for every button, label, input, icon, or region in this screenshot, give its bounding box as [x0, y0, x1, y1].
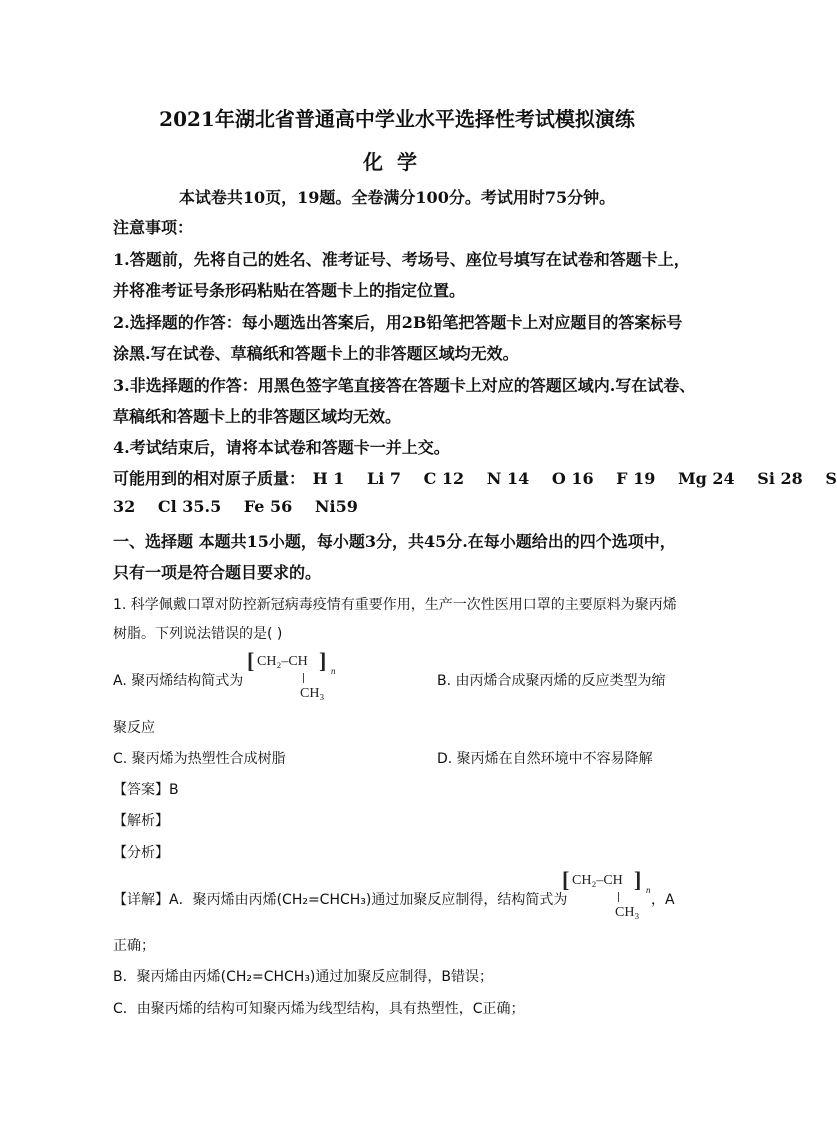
breakdown-label: 【分析】 — [113, 845, 169, 861]
formula-branch: CH₃ — [615, 905, 640, 920]
formula-subscript: n — [646, 885, 651, 895]
formula-bond-line — [618, 892, 619, 902]
note-1-line-2: 并将准考证号条形码粘贴在答题卡上的指定位置。 — [113, 281, 466, 300]
formula-bracket-left: [ — [247, 648, 255, 673]
option-c: C. 聚丙烯为热塑性合成树脂 — [113, 751, 286, 767]
analysis-label: 【解析】 — [113, 813, 169, 829]
detail-a-tail: ，A — [651, 892, 675, 908]
note-1-line-1: 1.答题前，先将自己的姓名、准考证号、考场号、座位号填写在试卷和答题卡上， — [113, 250, 690, 269]
option-b-line-1: B. 由丙烯合成聚丙烯的反应类型为缩 — [437, 673, 666, 689]
option-b-line-2: 聚反应 — [113, 720, 155, 736]
formula-bracket-left: [ — [562, 867, 570, 892]
formula-bond-line — [303, 673, 304, 683]
detail-a-line-2: 正确； — [113, 938, 155, 954]
exam-intro: 本试卷共10页，19题。全卷满分100分。考试用时75分钟。 — [178, 188, 616, 207]
answer-value: B — [169, 782, 179, 798]
option-d: D. 聚丙烯在自然环境中不容易降解 — [437, 751, 653, 767]
subject-title: 化学 — [363, 150, 431, 174]
detail-label: 【详解】 — [113, 892, 169, 908]
section-1-line-1: 一、选择题 本题共15小题，每小题3分，共45分.在每小题给出的四个选项中， — [113, 532, 676, 551]
mass-s: S — [825, 469, 837, 488]
mass-ni: Ni59 — [314, 497, 358, 516]
mass-s-value: 32 — [113, 497, 136, 516]
note-3-line-1: 3.非选择题的作答：用黑色签字笔直接答在答题卡上对应的答题区域内.写在试卷、 — [113, 376, 696, 395]
mass-n: N 14 — [486, 469, 530, 488]
exam-title: 2021年湖北省普通高中学业水平选择性考试模拟演练 — [159, 107, 635, 131]
formula-bracket-right: ] — [634, 867, 642, 892]
mass-cl: Cl 35.5 — [157, 497, 222, 516]
mass-h: H 1 — [312, 469, 345, 488]
mass-c: C 12 — [423, 469, 465, 488]
formula-bracket-right: ] — [319, 648, 327, 673]
mass-mg: Mg 24 — [677, 469, 735, 488]
atomic-masses-label: 可能用到的相对原子质量： — [113, 469, 306, 488]
note-4: 4.考试结束后，请将本试卷和答题卡一并上交。 — [113, 438, 450, 457]
mass-li: Li 7 — [367, 469, 402, 488]
detail-b: B．聚丙烯由丙烯(CH₂=CHCH₃)通过加聚反应制得，B错误； — [113, 969, 493, 985]
polypropylene-formula-1 — [247, 648, 347, 712]
question-1-stem-line-1: 1. 科学佩戴口罩对防控新冠病毒疫情有重要作用，生产一次性医用口罩的主要原料为聚丙烯 — [113, 597, 677, 613]
detail-a-line-1 — [113, 889, 567, 909]
formula-subscript: n — [331, 666, 336, 676]
detail-c: C．由聚丙烯的结构可知聚丙烯为线型结构，具有热塑性，C正确； — [113, 1001, 525, 1017]
atomic-masses-row-2 — [113, 497, 375, 516]
notes-heading: 注意事项： — [113, 218, 194, 237]
answer-label: 【答案】 — [113, 782, 169, 798]
mass-si: Si 28 — [757, 469, 803, 488]
atomic-masses-row-1 — [113, 466, 837, 489]
section-1-line-2: 只有一项是符合题目要求的。 — [113, 563, 322, 582]
mass-fe: Fe 56 — [243, 497, 293, 516]
question-1-stem-line-2: 树脂。下列说法错误的是( ) — [113, 626, 283, 642]
formula-main: CH₂–CH — [572, 873, 623, 888]
note-2-line-1: 2.选择题的作答：每小题选出答案后，用2B铅笔把答题卡上对应题目的答案标号 — [113, 313, 683, 332]
mass-o: O 16 — [551, 469, 594, 488]
answer-line — [113, 779, 179, 799]
mass-f: F 19 — [616, 469, 656, 488]
formula-main: CH₂–CH — [257, 654, 308, 669]
polypropylene-formula-2 — [562, 867, 662, 931]
formula-branch: CH₃ — [300, 686, 325, 701]
detail-a-text: A．聚丙烯由丙烯(CH₂=CHCH₃)通过加聚反应制得，结构简式为 — [169, 892, 568, 908]
option-a: A. 聚丙烯结构简式为 — [113, 673, 244, 689]
note-2-line-2: 涂黑.写在试卷、草稿纸和答题卡上的非答题区域均无效。 — [113, 344, 519, 363]
note-3-line-2: 草稿纸和答题卡上的非答题区域均无效。 — [113, 407, 402, 426]
